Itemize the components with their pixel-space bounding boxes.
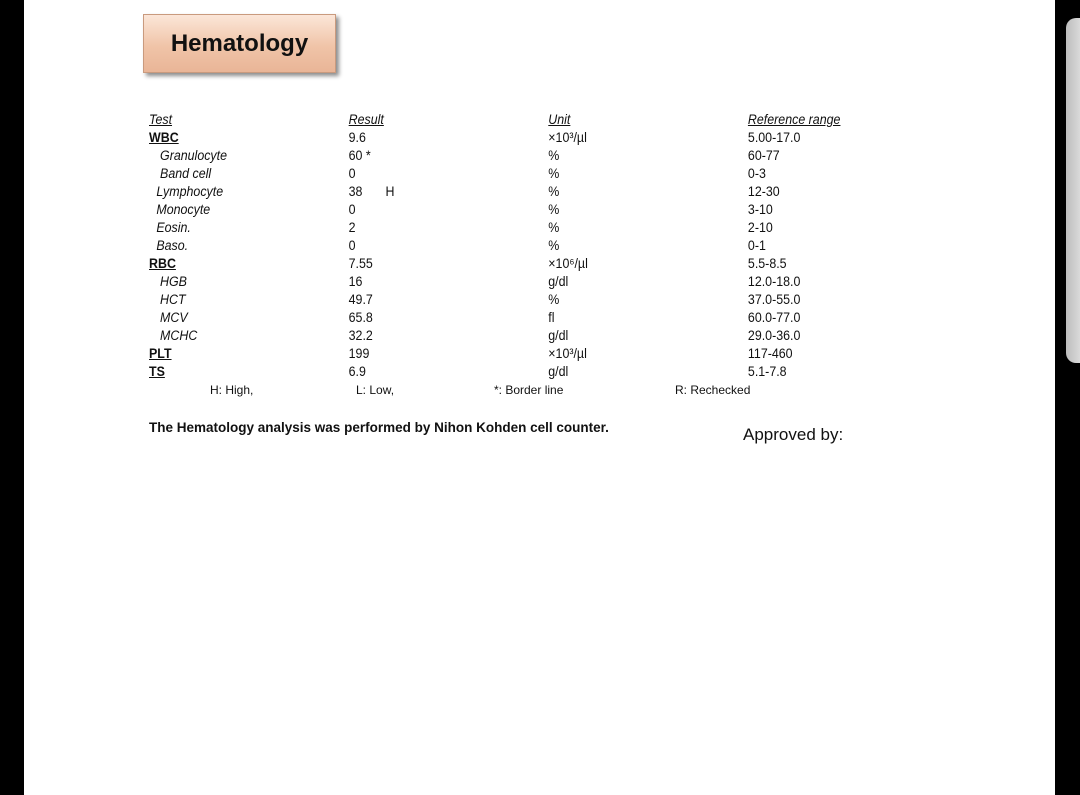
table-row xyxy=(149,255,811,273)
test-result: 49.7 xyxy=(348,292,373,307)
test-name: MCV xyxy=(160,310,188,325)
table-row xyxy=(149,273,811,291)
test-result: 60 * xyxy=(348,148,371,163)
reference-range: 0-1 xyxy=(747,238,766,253)
test-unit: ×10³/µl xyxy=(548,346,587,361)
table-row xyxy=(149,129,811,147)
test-unit: % xyxy=(548,238,560,253)
test-result: 7.55 xyxy=(348,256,373,271)
table-row xyxy=(149,291,811,309)
test-name: Lymphocyte xyxy=(156,184,224,199)
reference-range: 12.0-18.0 xyxy=(747,274,801,289)
reference-range: 5.00-17.0 xyxy=(747,130,801,145)
test-unit: g/dl xyxy=(548,328,569,343)
test-name: MCHC xyxy=(160,328,198,343)
header-result: Result xyxy=(348,112,384,127)
approved-by: Approved by: xyxy=(743,425,844,444)
test-name: Eosin. xyxy=(156,220,191,235)
test-result: 32.2 xyxy=(348,328,373,343)
table-row xyxy=(149,237,811,255)
reference-range: 60.0-77.0 xyxy=(747,310,801,325)
test-name: Monocyte xyxy=(156,202,211,217)
test-result: 38 xyxy=(348,184,363,199)
test-result: 6.9 xyxy=(348,364,366,379)
test-unit: % xyxy=(548,184,560,199)
test-result: 0 xyxy=(348,166,356,181)
test-unit: % xyxy=(548,166,560,181)
result-flag: H xyxy=(385,184,395,199)
test-unit: ×10³/µl xyxy=(548,130,587,145)
table-row xyxy=(149,147,811,165)
test-unit: g/dl xyxy=(548,274,569,289)
reference-range: 12-30 xyxy=(747,184,780,199)
table-row xyxy=(149,345,811,363)
test-name: RBC xyxy=(149,256,176,271)
header-reference: Reference range xyxy=(747,112,841,127)
table-row xyxy=(149,327,811,345)
header-test: Test xyxy=(149,112,173,127)
report-page xyxy=(24,0,1055,795)
table-body xyxy=(149,129,811,381)
reference-range: 117-460 xyxy=(747,346,793,361)
title-banner xyxy=(143,14,336,73)
reference-range: 0-3 xyxy=(747,166,766,181)
test-unit: % xyxy=(548,148,560,163)
test-result: 16 xyxy=(348,274,363,289)
test-name: Baso. xyxy=(156,238,189,253)
footnote: The Hematology analysis was performed by Nihon Kohden cell counter. xyxy=(149,420,609,435)
test-result: 2 xyxy=(348,220,356,235)
test-name: Granulocyte xyxy=(160,148,228,163)
legend-rechecked: R: Rechecked xyxy=(675,383,751,397)
reference-range: 5.1-7.8 xyxy=(747,364,787,379)
page-title: Hematology xyxy=(170,29,309,57)
test-result: 65.8 xyxy=(348,310,373,325)
table-row xyxy=(149,219,811,237)
reference-range: 2-10 xyxy=(747,220,773,235)
table-row xyxy=(149,201,811,219)
test-name: HGB xyxy=(160,274,187,289)
test-name: Band cell xyxy=(160,166,212,181)
test-name: HCT xyxy=(160,292,186,307)
table-row xyxy=(149,165,811,183)
reference-range: 5.5-8.5 xyxy=(747,256,787,271)
table-row xyxy=(149,309,811,327)
test-unit: ×10⁶/µl xyxy=(548,256,588,271)
test-name: TS xyxy=(149,364,165,379)
results-table xyxy=(149,111,841,381)
legend-high: H: High, xyxy=(210,383,254,397)
table-header xyxy=(149,111,841,129)
reference-range: 37.0-55.0 xyxy=(747,292,801,307)
test-result: 199 xyxy=(348,346,370,361)
table-row xyxy=(149,363,811,381)
table-row xyxy=(149,183,811,201)
test-result: 9.6 xyxy=(348,130,366,145)
test-unit: % xyxy=(548,220,560,235)
test-unit: % xyxy=(548,292,560,307)
test-unit: fl xyxy=(548,310,555,325)
legend-border: *: Border line xyxy=(494,383,564,397)
legend-low: L: Low, xyxy=(356,383,395,397)
test-result: 0 xyxy=(348,238,356,253)
header-unit: Unit xyxy=(548,112,571,127)
test-unit: % xyxy=(548,202,560,217)
test-unit: g/dl xyxy=(548,364,569,379)
reference-range: 60-77 xyxy=(747,148,780,163)
test-name: WBC xyxy=(149,130,179,145)
test-name: PLT xyxy=(149,346,172,361)
side-panel-handle[interactable] xyxy=(1066,18,1080,363)
reference-range: 3-10 xyxy=(747,202,773,217)
test-result: 0 xyxy=(348,202,356,217)
reference-range: 29.0-36.0 xyxy=(747,328,801,343)
